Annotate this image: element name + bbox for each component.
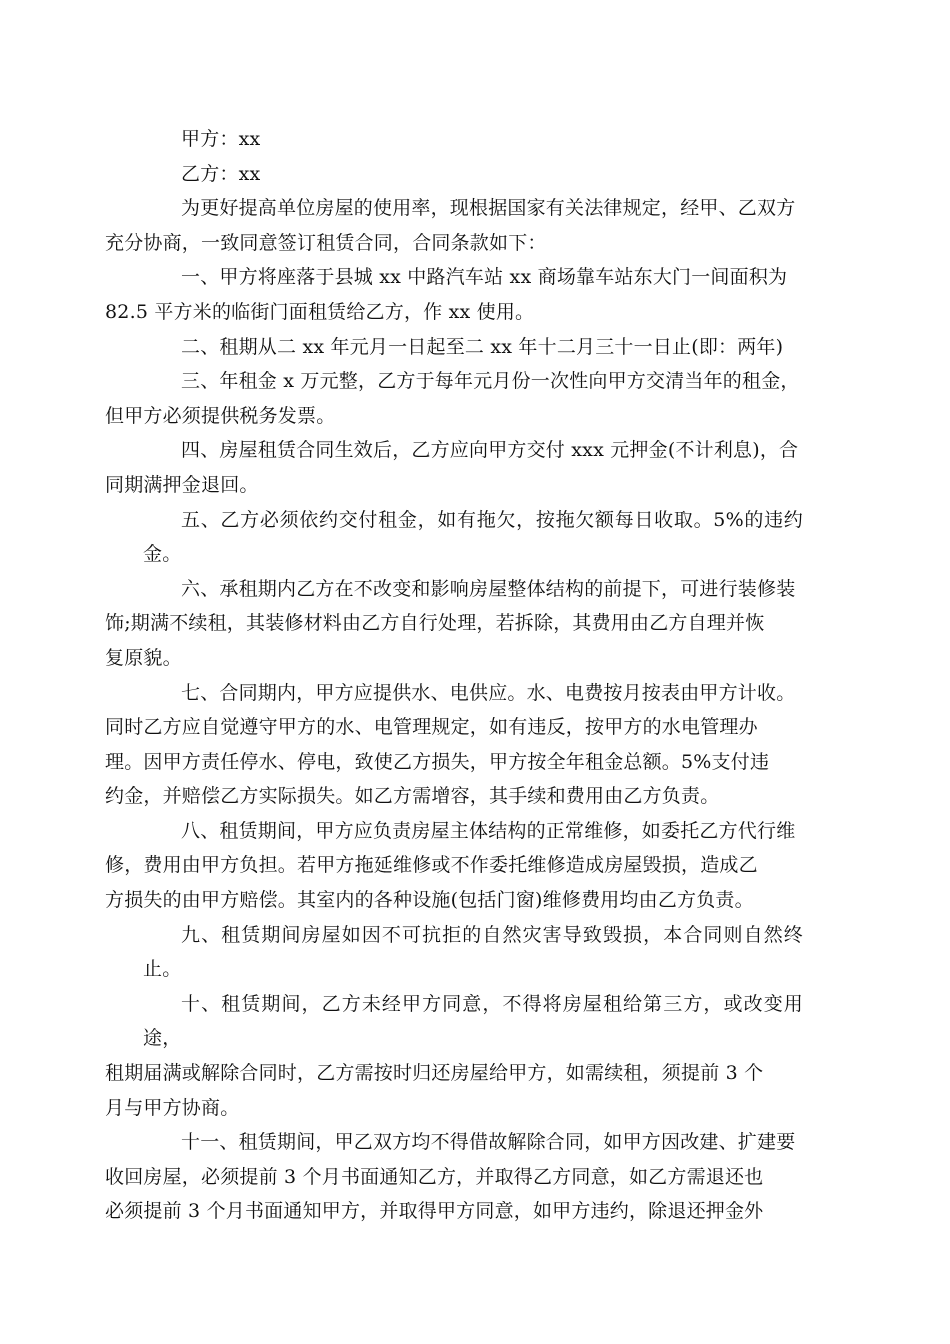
text-line: 收回房屋，必须提前 3 个月书面通知乙方，并取得乙方同意，如乙方需退还也 bbox=[105, 1165, 764, 1188]
clause-8 bbox=[105, 814, 803, 918]
text-line: 同时乙方应自觉遵守甲方的水、电管理规定，如有违反，按甲方的水电管理办 bbox=[105, 716, 758, 739]
text-line: 同期满押金退回。 bbox=[105, 473, 259, 496]
contract-body bbox=[105, 122, 803, 1229]
text-line: 充分协商，一致同意签订租赁合同，合同条款如下： bbox=[105, 231, 547, 254]
text-line: 三、年租金 x 万元整，乙方于每年元月份一次性向甲方交清当年的租金， bbox=[181, 370, 800, 393]
clause-9 bbox=[143, 918, 803, 987]
text-line: 九、租赁期间房屋如因不可抗拒的自然灾害导致毁损，本合同则自然终止。 bbox=[143, 923, 803, 981]
text-line: 七、合同期内，甲方应提供水、电供应。水、电费按月按表由甲方计收。 bbox=[181, 681, 796, 704]
clause-3 bbox=[105, 364, 803, 433]
text-line: 修，费用由甲方负担。若甲方拖延维修或不作委托维修造成房屋毁损，造成乙 bbox=[105, 854, 758, 877]
text-line: 一、甲方将座落于县城 xx 中路汽车站 xx 商场靠车站东大门一间面积为 bbox=[181, 266, 788, 289]
party-b-line bbox=[143, 157, 803, 192]
clause-4 bbox=[105, 433, 803, 502]
clause-10 bbox=[105, 987, 803, 1125]
clause-2 bbox=[143, 330, 803, 365]
text-line: 约金，并赔偿乙方实际损失。如乙方需增容，其手续和费用由乙方负责。 bbox=[105, 785, 720, 808]
clause-11 bbox=[105, 1125, 803, 1229]
text-line: 必须提前 3 个月书面通知甲方，并取得甲方同意，如甲方违约，除退还押金外 bbox=[105, 1200, 764, 1223]
text-line: 五、乙方必须依约交付租金，如有拖欠，按拖欠额每日收取。5%的违约金。 bbox=[143, 508, 803, 566]
text-line: 饰;期满不续租，其装修材料由乙方自行处理，若拆除，其费用由乙方自理并恢 bbox=[105, 612, 765, 635]
text-line: 复原貌。 bbox=[105, 646, 182, 669]
text-line: 月与甲方协商。 bbox=[105, 1096, 240, 1119]
clause-1 bbox=[105, 260, 803, 329]
text-line: 租期届满或解除合同时，乙方需按时归还房屋给甲方，如需续租，须提前 3 个 bbox=[105, 1062, 764, 1085]
text-line: 甲方：xx bbox=[181, 128, 261, 150]
text-line: 二、租期从二 xx 年元月一日起至二 xx 年十二月三十一日止(即：两年) bbox=[181, 335, 784, 358]
text-line: 为更好提高单位房屋的使用率，现根据国家有关法律规定，经甲、乙双方 bbox=[181, 197, 796, 220]
text-line: 十、租赁期间，乙方未经甲方同意，不得将房屋租给第三方，或改变用途， bbox=[143, 992, 803, 1050]
text-line: 82.5 平方米的临街门面租赁给乙方，作 xx 使用。 bbox=[105, 300, 535, 323]
text-line: 六、承租期内乙方在不改变和影响房屋整体结构的前提下，可进行装修装 bbox=[181, 577, 796, 600]
clause-5 bbox=[143, 503, 803, 572]
text-line: 十一、租赁期间，甲乙双方均不得借故解除合同，如甲方因改建、扩建要 bbox=[181, 1131, 796, 1154]
text-line: 乙方：xx bbox=[181, 162, 261, 185]
party-a-line bbox=[143, 122, 803, 157]
clause-7 bbox=[105, 676, 803, 814]
text-line: 八、租赁期间，甲方应负责房屋主体结构的正常维修，如委托乙方代行维 bbox=[181, 819, 796, 842]
text-line: 四、房屋租赁合同生效后，乙方应向甲方交付 xxx 元押金(不计利息)，合 bbox=[181, 439, 799, 462]
clause-6 bbox=[105, 572, 803, 676]
preamble-paragraph bbox=[105, 191, 803, 260]
text-line: 但甲方必须提供税务发票。 bbox=[105, 404, 336, 427]
text-line: 理。因甲方责任停水、停电，致使乙方损失，甲方按全年租金总额。5%支付违 bbox=[105, 750, 770, 773]
text-line: 方损失的由甲方赔偿。其室内的各种设施(包括门窗)维修费用均由乙方负责。 bbox=[105, 889, 754, 912]
